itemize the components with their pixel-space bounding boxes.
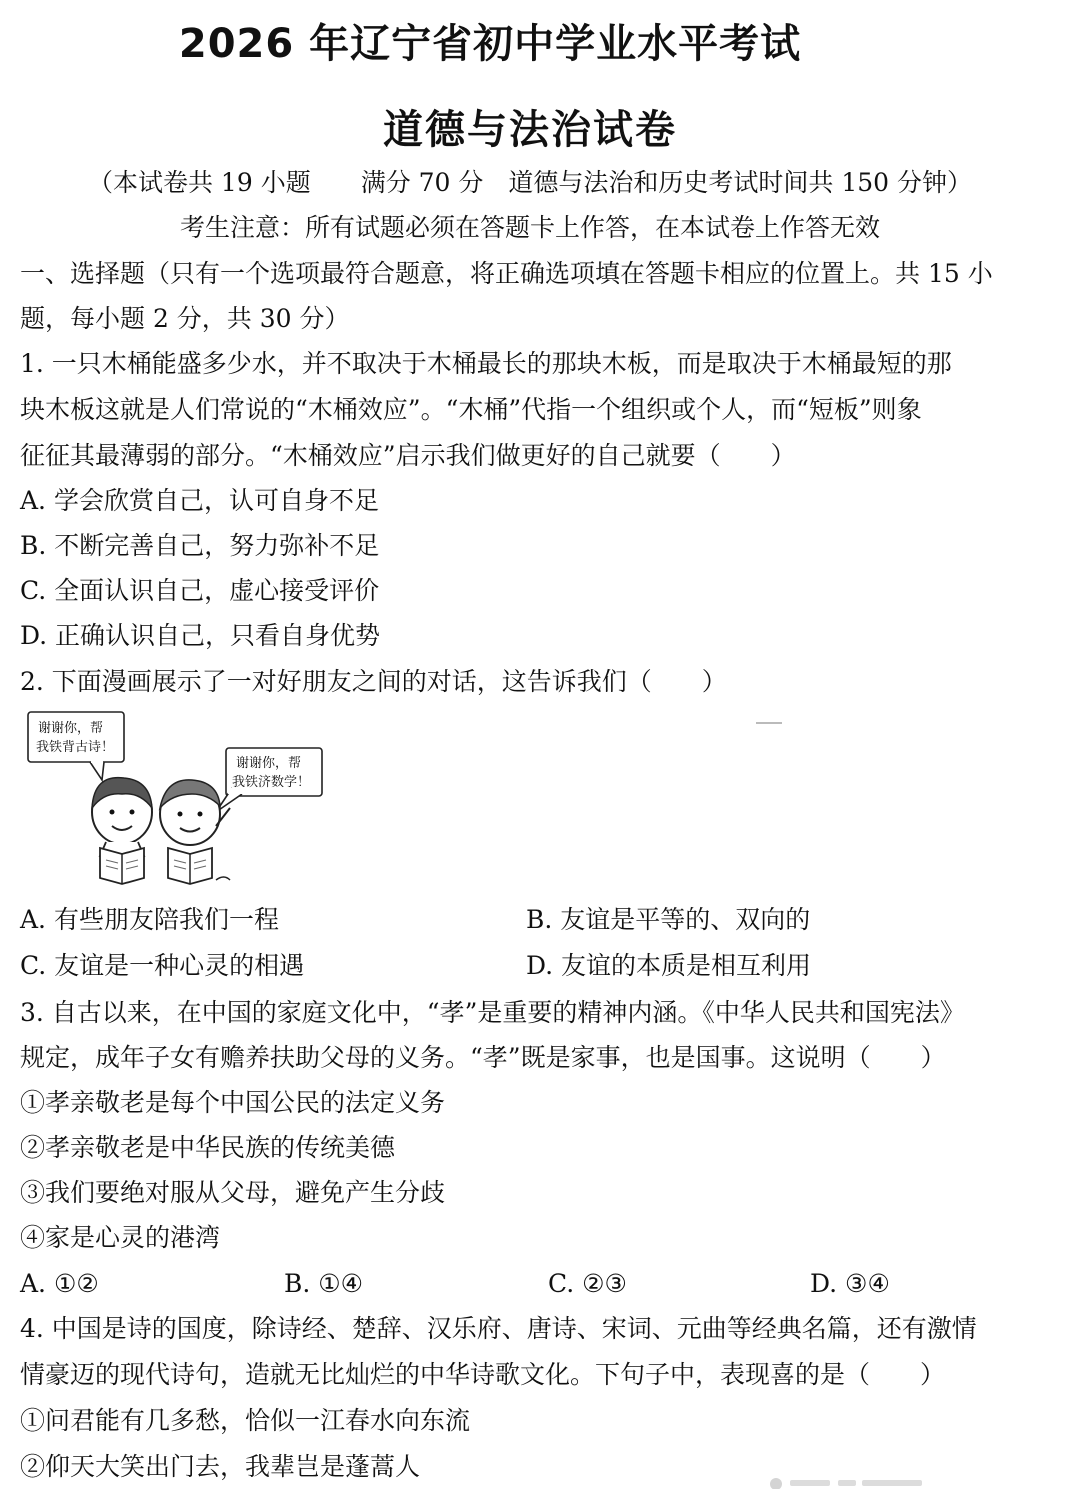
q2-option-a: A. 有些朋友陪我们一程 (20, 905, 279, 934)
comic-left-bubble-line2: 我铁背古诗！ (36, 740, 115, 755)
comic-left-bubble-line1: 谢谢你，帮 (38, 721, 104, 736)
q1-stem-line3: 征征其最薄弱的部分。“木桶效应”启示我们做更好的自己就要（ ） (20, 441, 796, 470)
q3-option-a: A. ①② (20, 1269, 99, 1298)
q3-option-c: C. ②③ (548, 1269, 627, 1298)
friendship-comic-image (20, 708, 350, 892)
q1-stem-line1: 1. 一只木桶能盛多少水，并不取决于木桶最长的那块木板，而是取决于木桶最短的那 (20, 349, 952, 378)
section-heading-line2: 题，每小题 2 分，共 30 分） (20, 304, 350, 333)
q3-stem-line1: 3. 自古以来，在中国的家庭文化中，“孝”是重要的精神内涵。《中华人民共和国宪法》 (20, 998, 965, 1027)
q3-statement-4: ④家是心灵的港湾 (20, 1223, 221, 1252)
q1-stem-line2: 块木板这就是人们常说的“木桶效应”。“木桶”代指一个组织或个人，而“短板”则象 (20, 395, 922, 424)
q2-option-b: B. 友谊是平等的、双向的 (526, 905, 811, 934)
q3-option-d: D. ③④ (810, 1269, 890, 1298)
q3-statement-3: ③我们要绝对服从父母，避免产生分歧 (20, 1178, 446, 1207)
q2-option-d: D. 友谊的本质是相互利用 (526, 951, 812, 980)
q1-option-d: D. 正确认识自己，只看自身优势 (20, 621, 381, 650)
q3-option-b: B. ①④ (284, 1269, 364, 1298)
q1-option-b: B. 不断完善自己，努力弥补不足 (20, 531, 380, 560)
q3-statement-1: ①孝亲敬老是每个中国公民的法定义务 (20, 1088, 446, 1117)
q1-option-a: A. 学会欣赏自己，认可自身不足 (20, 486, 379, 515)
q3-stem-line2: 规定，成年子女有赡养扶助父母的义务。“孝”既是家事，也是国事。这说明（ ） (20, 1043, 946, 1072)
watermark-graphic (766, 1476, 986, 1489)
q4-stem-line2: 情豪迈的现代诗句，造就无比灿烂的中华诗歌文化。下句子中，表现喜的是（ ） (20, 1360, 946, 1389)
q2-stem-line1: 2. 下面漫画展示了一对好朋友之间的对话，这告诉我们（ ） (20, 667, 727, 696)
watermark (766, 1476, 986, 1489)
q4-statement-2: ②仰天大笑出门去，我辈岂是蓬蒿人 (20, 1452, 421, 1481)
exam-subtitle: 道德与法治试卷 (383, 107, 677, 153)
q1-option-c: C. 全面认识自己，虚心接受评价 (20, 576, 380, 605)
q3-statement-2: ②孝亲敬老是中华民族的传统美德 (20, 1133, 396, 1162)
exam-info: （本试卷共 19 小题 满分 70 分 道德与法治和历史考试时间共 150 分钟） (87, 168, 973, 197)
q4-stem-line1: 4. 中国是诗的国度，除诗经、楚辞、汉乐府、唐诗、宋词、元曲等经典名篇，还有激情 (20, 1314, 977, 1343)
comic-right-child (160, 780, 230, 884)
exam-title: 2026 年辽宁省初中学业水平考试 (178, 21, 802, 67)
comic-right-bubble-line2: 我铁济数学！ (232, 775, 311, 790)
comic-left-child (92, 778, 152, 884)
comic-right-bubble-line1: 谢谢你，帮 (236, 756, 302, 771)
q4-statement-1: ①问君能有几多愁，恰似一江春水向东流 (20, 1406, 471, 1435)
exam-notice: 考生注意：所有试题必须在答题卡上作答，在本试卷上作答无效 (179, 213, 880, 242)
scan-mark (756, 722, 782, 724)
section-heading-line1: 一、选择题（只有一个选项最符合题意，将正确选项填在答题卡相应的位置上。共 15 小 (20, 259, 993, 288)
q2-option-c: C. 友谊是一种心灵的相遇 (20, 951, 305, 980)
